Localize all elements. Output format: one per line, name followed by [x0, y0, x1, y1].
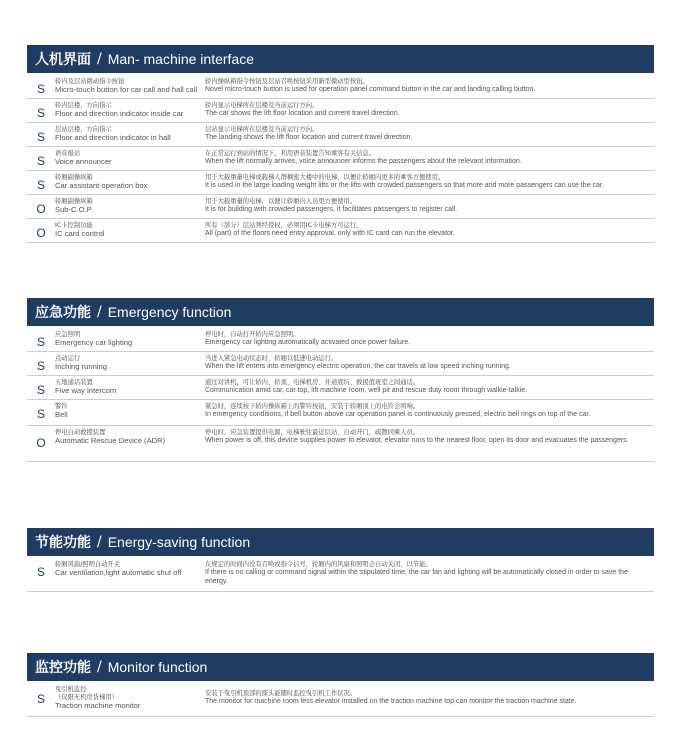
feature-name-zh: 警铃: [55, 403, 68, 410]
feature-name-zh: 轿内及层站微动指令按钮: [55, 78, 125, 85]
feature-desc-zh: 层站显示电梯所在层楼及当前运行方向。: [205, 126, 319, 133]
feature-name-en: Bell: [55, 410, 68, 419]
feature-desc-en: The car shows the lift floor location and current travel direction.: [205, 110, 400, 117]
section-header: [27, 298, 654, 326]
feature-row: [27, 400, 654, 426]
feature-row: [27, 123, 654, 147]
feature-name-zh: 应急照明: [55, 331, 81, 338]
feature-desc-en: Communication amid car, car top, lift machine room, well pit and rescue duty room through walkie-talkie.: [205, 387, 528, 394]
feature-name-en: Floor and direction indicator inside car: [55, 109, 184, 118]
section-header: [27, 528, 654, 556]
title-separator: /: [97, 51, 102, 67]
feature-row: [27, 171, 654, 195]
feature-desc-en: It is used in the large loading weight lifts or the lifts with crowded passengers so that more and more passengers can use the car.: [205, 182, 604, 189]
feature-name-en: Micro-touch button for car call and hall call: [55, 85, 198, 94]
feature-badge: S: [36, 692, 45, 706]
feature-name-en: Emergency car lighting: [55, 338, 133, 347]
feature-row: [27, 376, 654, 400]
section-title-en: Man- machine interface: [107, 51, 255, 67]
feature-desc-en: The monitor for machine room less elevator installed on the traction machine top can monitor the traction machine state.: [205, 698, 577, 705]
feature-badge: O: [36, 436, 46, 450]
feature-row: [27, 352, 654, 376]
feature-name-en: Inching running: [55, 362, 107, 371]
feature-name-zh: 轿内层楼、方向指示: [55, 102, 112, 109]
feature-name-zh: 轿厢风扇/照明自动开关: [55, 561, 121, 568]
feature-badge: S: [36, 407, 45, 421]
feature-name-zh: 轿厢副操纵箱: [55, 198, 93, 205]
feature-desc-zh: 在正常运行到站的情况下，利用语音装置告知乘客有关信息。: [205, 150, 376, 157]
feature-desc-zh: 紧急时，连续按下轿内操纵箱上的警铃按钮，安装于轿厢顶上的电铃会鸣响。: [205, 403, 420, 410]
section-title-en: Monitor function: [107, 659, 208, 675]
section-header: [27, 45, 654, 73]
feature-name-en: Car ventilation,light automatic shut off: [55, 568, 182, 577]
feature-name-zh: 轿厢副操纵箱: [55, 174, 93, 181]
section-emergency-function: [27, 298, 654, 462]
feature-badge: S: [36, 359, 45, 373]
section-header: [27, 653, 654, 681]
feature-desc-en: If there is no calling or command signal within the stipulated time, the car fan and lighting will be automatically closed in order to save the energy.: [205, 569, 628, 585]
feature-name-zh: 五地通话装置: [55, 379, 93, 386]
feature-badge: S: [36, 130, 45, 144]
feature-badge: S: [36, 565, 45, 579]
feature-badge: O: [36, 226, 46, 240]
feature-row: [27, 219, 654, 243]
feature-badge: S: [36, 106, 45, 120]
feature-name-zh: 停电自动救援装置: [55, 429, 106, 436]
feature-desc-zh: 停电时，自动打开轿内应急照明。: [205, 331, 300, 338]
feature-row: [27, 99, 654, 123]
feature-row: [27, 75, 654, 99]
feature-desc-zh: 轿内操纵箱指令按钮及层站召唤按钮采用新型微动型按钮。: [205, 78, 369, 85]
title-separator: /: [97, 534, 102, 550]
section-title-zh: 应急功能: [35, 305, 91, 321]
feature-badge: O: [36, 202, 46, 216]
feature-desc-zh: 轿内显示电梯所在层楼及当前运行方向。: [205, 102, 319, 109]
feature-desc-en: All (part) of the floors need entry approval, only with IC card can run the elevator.: [205, 230, 455, 237]
title-separator: /: [97, 659, 102, 675]
feature-row: [27, 426, 654, 462]
feature-name-en: Floor and direction indicator in hall: [55, 133, 171, 142]
feature-desc-en: When the lift normally arrives, voice announcer informs the passengers about the relevant information.: [205, 158, 522, 165]
feature-desc-en: Emergency car lighting automatically activated once power failure.: [205, 339, 411, 346]
section-title-zh: 节能功能: [35, 535, 91, 551]
feature-name-en: Sub-C.O.P.: [55, 205, 93, 214]
feature-row: [27, 195, 654, 219]
feature-row: [27, 558, 654, 592]
feature-name-zh: 语音报站: [55, 150, 81, 157]
feature-desc-zh: 停电时，应急装置提供电源，电梯驶往最近层站，自动开门，疏散同乘人员。: [205, 429, 420, 436]
feature-name-en: Five way intercom: [55, 386, 117, 395]
feature-name-en: Car assistant operation box: [55, 181, 148, 190]
section-title-en: Emergency function: [107, 304, 232, 320]
section-monitor-function: [27, 653, 654, 717]
feature-desc-zh: 通过对讲机，可让轿内、轿顶、电梯机房、井道底坑、救援值班室之间通话。: [205, 379, 420, 386]
feature-row: [27, 328, 654, 352]
feature-name-en: Automatic Rescue Device (ADR): [55, 436, 166, 445]
feature-name-en: Voice announcer: [55, 157, 112, 166]
feature-desc-zh: 安装于曳引机顶部的探头能随时监控曳引机工作状况。: [205, 690, 357, 697]
section-title-zh: 监控功能: [35, 660, 91, 676]
section-energy-saving-function: [27, 528, 654, 592]
feature-name-zh-note: （仅限无机房货梯用）: [55, 694, 118, 701]
feature-name-zh: 点动运行: [55, 355, 81, 362]
section-man-machine-interface: [27, 45, 654, 243]
feature-badge: S: [36, 154, 45, 168]
section-title-zh: 人机界面: [35, 52, 91, 68]
title-separator: /: [97, 304, 102, 320]
feature-row: [27, 683, 654, 717]
feature-desc-en: In emergency conditions, if bell button above car operation panel is continuously pressed, electric bell rings on top of the car.: [205, 411, 591, 418]
feature-desc-en: When power is off, this device supplies power to elevator, elevator runs to the nearest floor, open its door and evacuates the passengers.: [205, 437, 629, 444]
feature-desc-en: The landing shows the lift floor location and current travel direction.: [205, 134, 413, 141]
feature-desc-en: Novel micro-touch button is used for operation panel command button in the car and landing calling button.: [205, 86, 536, 93]
feature-desc-en: When the lift enters into emergency electric operation, the car travels at low speed inching running.: [205, 363, 511, 370]
feature-name-en: Traction machine monitor: [55, 701, 141, 710]
feature-name-zh: IC卡控制功能: [55, 222, 93, 229]
feature-name-zh: 层站层楼、方向指示: [55, 126, 112, 133]
feature-desc-en: It is for building with crowded passengers, it facilitates passengers to register call.: [205, 206, 458, 213]
section-title-en: Energy-saving function: [107, 534, 251, 550]
feature-name-zh: 曳引机监控: [55, 686, 87, 693]
feature-desc-zh: 用于大载重量的电梯，以便让轿厢内人员更方便使用。: [205, 198, 357, 205]
feature-name-en: IC card control: [55, 229, 105, 238]
feature-badge: S: [36, 383, 45, 397]
feature-badge: S: [36, 335, 45, 349]
feature-desc-zh: 所有（部分）层站须经授权，必须用IC卡电梯方可运行。: [205, 222, 363, 229]
feature-row: [27, 147, 654, 171]
feature-desc-zh: 在规定的时间内没有召唤或指令信号，轿厢内的风扇和照明会自动关闭，以节能。: [205, 561, 432, 568]
feature-desc-zh: 当进入紧急电动状态时，轿厢以低速电动运行。: [205, 355, 338, 362]
feature-desc-zh: 用于大载重量电梯或载梯人群稠密大楼中的电梯，以便让轿厢内更多的乘客方便使用。: [205, 174, 445, 181]
feature-badge: S: [36, 82, 45, 96]
feature-badge: S: [36, 178, 45, 192]
